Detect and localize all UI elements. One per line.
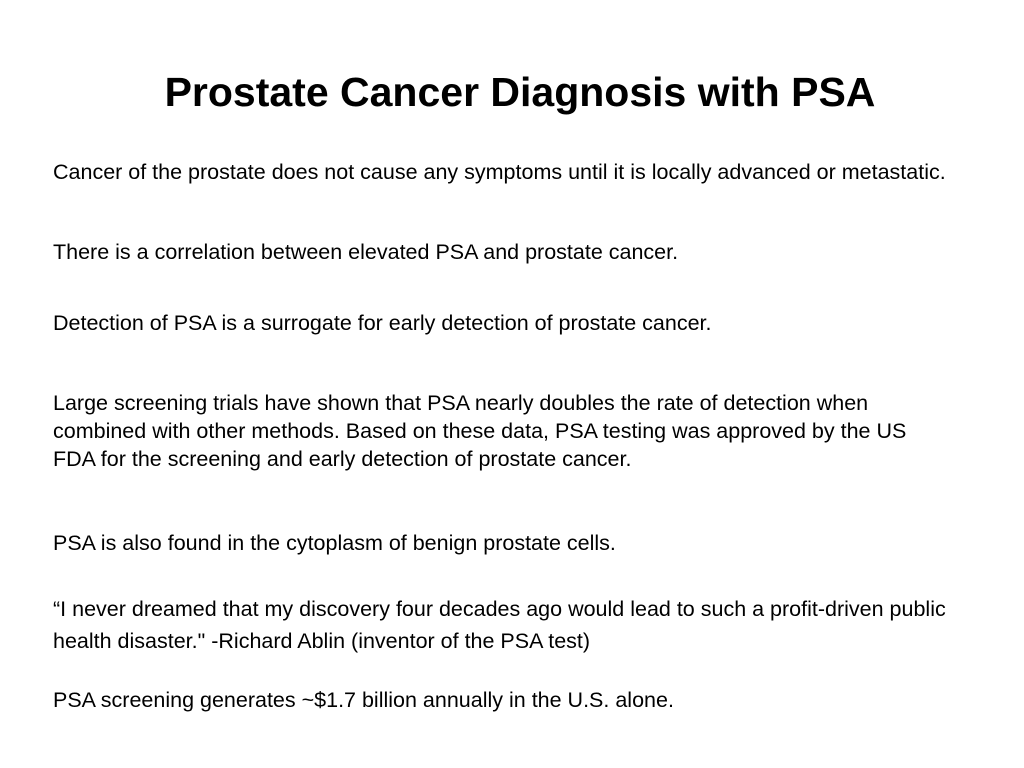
paragraph-surrogate: Detection of PSA is a surrogate for early detection of prostate cancer.: [53, 311, 712, 335]
paragraph-ablin-quote: “I never dreamed that my discovery four decades ago would lead to such a profit-driven public health disaster." -Richard Ablin (inventor of the PSA test): [53, 597, 946, 653]
slide-title: Prostate Cancer Diagnosis with PSA: [164, 69, 876, 115]
paragraph-benign-cells: PSA is also found in the cytoplasm of benign prostate cells.: [53, 531, 616, 555]
paragraph-correlation: There is a correlation between elevated PSA and prostate cancer.: [53, 240, 679, 264]
paragraph-symptoms: Cancer of the prostate does not cause any symptoms until it is locally advanced or metastatic.: [53, 160, 946, 184]
paragraph-screening-trials: Large screening trials have shown that PSA nearly doubles the rate of detection when combined with other methods. Based on these data, PSA testing was approved by the US FDA for the screening and early detection of prostate cancer.: [53, 391, 907, 471]
paragraph-cost: PSA screening generates ~$1.7 billion annually in the U.S. alone.: [53, 688, 674, 712]
